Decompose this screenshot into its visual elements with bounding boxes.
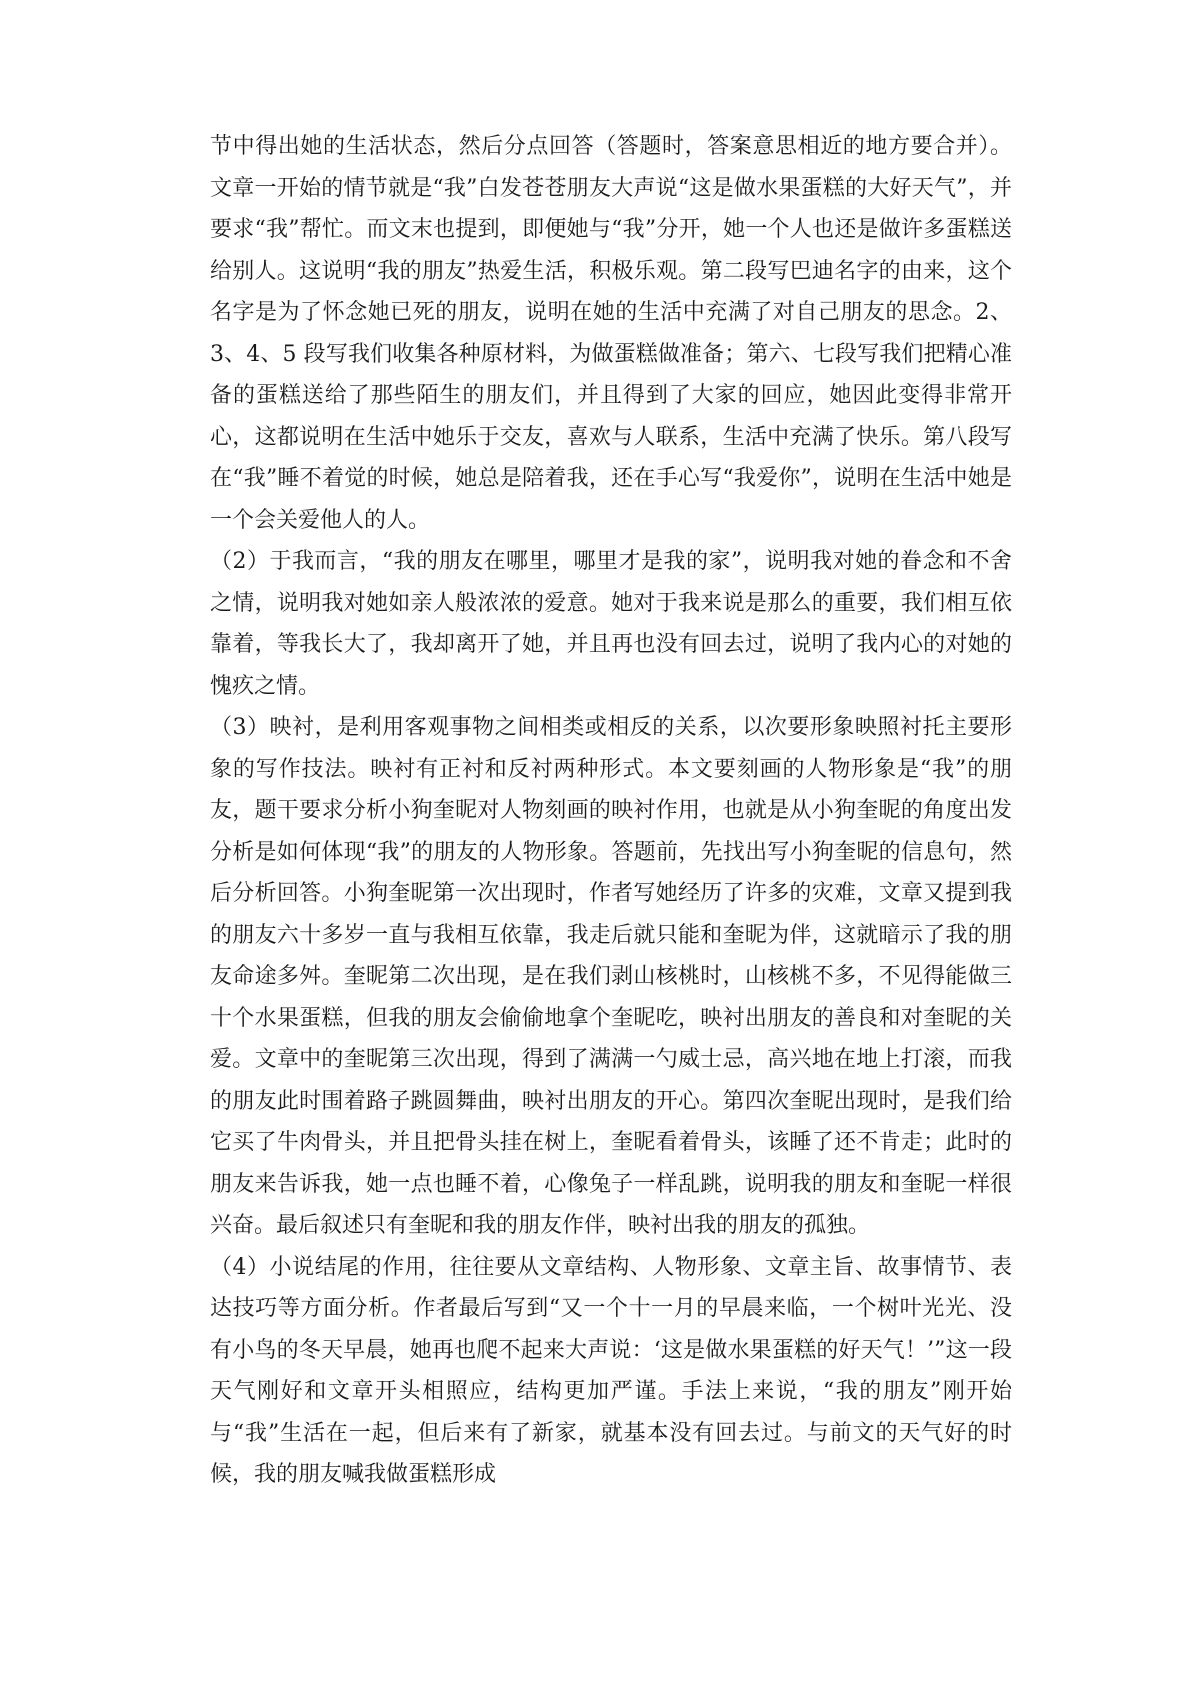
document-body [210, 126, 1012, 1496]
paragraph-answer-3: （3）映衬，是利用客观事物之间相类或相反的关系，以次要形象映照衬托主要形象的写作技法。映衬有正衬和反衬两种形式。本文要刻画的人物形象是“我”的朋友，题干要求分析小狗奎昵对人物刻画的映衬作用，也就是从小狗奎昵的角度出发分析是如何体现“我”的朋友的人物形象。答题前，先找出写小狗奎昵的信息句，然后分析回答。小狗奎昵第一次出现时，作者写她经历了许多的灾难，文章又提到我的朋友六十多岁一直与我相互依靠，我走后就只能和奎昵为伴，这就暗示了我的朋友命途多舛。奎昵第二次出现，是在我们剥山核桃时，山核桃不多，不见得能做三十个水果蛋糕，但我的朋友会偷偷地拿个奎昵吃，映衬出朋友的善良和对奎昵的关爱。文章中的奎昵第三次出现，得到了满满一勺威士忌，高兴地在地上打滚，而我的朋友此时围着路子跳圆舞曲，映衬出朋友的开心。第四次奎昵出现时，是我们给它买了牛肉骨头，并且把骨头挂在树上，奎昵看着骨头，该睡了还不肯走；此时的朋友来告诉我，她一点也睡不着，心像兔子一样乱跳，说明我的朋友和奎昵一样很兴奋。最后叙述只有奎昵和我的朋友作伴，映衬出我的朋友的孤独。 [210, 715, 1012, 1238]
paragraph-answer-2: （2）于我而言，“我的朋友在哪里，哪里才是我的家”，说明我对她的眷念和不舍之情，说明我对她如亲人般浓浓的爱意。她对于我来说是那么的重要，我们相互依靠着，等我长大了，我却离开了她，并且再也没有回去过，说明了我内心的对她的愧疚之情。 [210, 549, 1012, 699]
paragraph-continuation: 节中得出她的生活状态，然后分点回答（答题时，答案意思相近的地方要合并）。文章一开始的情节就是“我”白发苍苍朋友大声说“这是做水果蛋糕的大好天气”，并要求“我”帮忙。而文末也提到，即便她与“我”分开，她一个人也还是做许多蛋糕送给别人。这说明“我的朋友”热爱生活，积极乐观。第二段写巴迪名字的由来，这个名字是为了怀念她已死的朋友，说明在她的生活中充满了对自己朋友的思念。2、3、4、5 段写我们收集各种原材料，为做蛋糕做准备；第六、七段写我们把精心准备的蛋糕送给了那些陌生的朋友们，并且得到了大家的回应，她因此变得非常开心，这都说明在生活中她乐于交友，喜欢与人联系，生活中充满了快乐。第八段写在“我”睡不着觉的时候，她总是陪着我，还在手心写“我爱你”，说明在生活中她是一个会关爱他人的人。 [210, 134, 1012, 533]
paragraph-answer-4: （4）小说结尾的作用，往往要从文章结构、人物形象、文章主旨、故事情节、表达技巧等方面分析。作者最后写到“又一个十一月的早晨来临，一个树叶光光、没有小鸟的冬天早晨，她再也爬不起来大声说：‘这是做水果蛋糕的好天气！’”这一段天气刚好和文章开头相照应，结构更加严谨。手法上来说，“我的朋友”刚开始与“我”生活在一起，但后来有了新家，就基本没有回去过。与前文的天气好的时候，我的朋友喊我做蛋糕形成 [210, 1254, 1012, 1487]
